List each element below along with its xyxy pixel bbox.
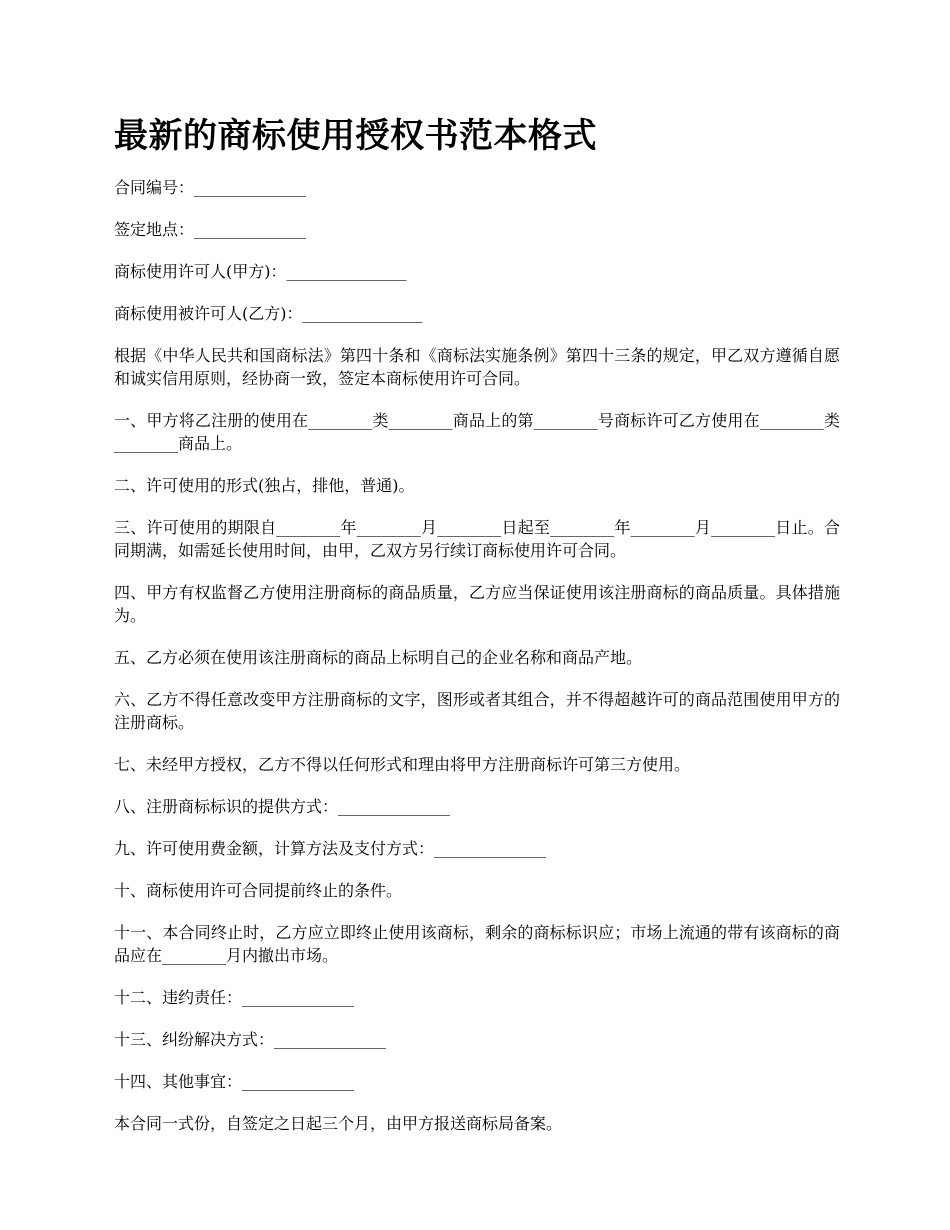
clause-2: 二、许可使用的形式(独占，排他，普通)。 [114, 476, 415, 495]
clause-10: 十、商标使用许可合同提前终止的条件。 [114, 881, 403, 900]
clause-9: 九、许可使用费金额，计算方法及支付方式：______________ [114, 839, 547, 858]
clause-5: 五、乙方必须在使用该注册商标的商品上标明自己的企业名称和商品产地。 [114, 648, 643, 667]
clause-12: 十二、违约责任：______________ [114, 988, 355, 1007]
document-title: 最新的商标使用授权书范本格式 [114, 116, 597, 156]
clause-4: 四、甲方有权监督乙方使用注册商标的商品质量，乙方应当保证使用该注册商标的商品质量。具体措施为。 [114, 583, 840, 625]
clause-8: 八、注册商标标识的提供方式：______________ [114, 797, 451, 816]
closing-paragraph: 本合同一式份，自签定之日起三个月，由甲方报送商标局备案。 [114, 1114, 563, 1133]
signing-location-line: 签定地点：______________ [114, 220, 307, 239]
contract-number-line: 合同编号：______________ [114, 178, 307, 197]
clause-3: 三、许可使用的期限自________年________月________日起至________年________月________日止。合同期满，如需延长使用时间，由甲，乙双方另行续订商标使用许可合同。 [114, 518, 840, 560]
clause-6: 六、乙方不得任意改变甲方注册商标的文字，图形或者其组合，并不得超越许可的商品范围使用甲方的注册商标。 [114, 690, 840, 732]
clause-1: 一、甲方将乙注册的使用在________类________商品上的第________号商标许可乙方使用在________类________商品上。 [114, 411, 840, 453]
licensor-line: 商标使用许可人(甲方)：_______________ [114, 262, 407, 281]
document-page [114, 110, 840, 1154]
licensee-line: 商标使用被许可人(乙方)：_______________ [114, 304, 423, 323]
clause-7: 七、未经甲方授权，乙方不得以任何形式和理由将甲方注册商标许可第三方使用。 [114, 755, 691, 774]
preamble-paragraph: 根据《中华人民共和国商标法》第四十条和《商标法实施条例》第四十三条的规定，甲乙双方遵循自愿和诚实信用原则，经协商一致，签定本商标使用许可合同。 [114, 346, 840, 388]
clause-14: 十四、其他事宜：______________ [114, 1072, 355, 1091]
clause-11: 十一、本合同终止时，乙方应立即终止使用该商标，剩余的商标标识应；市场上流通的带有该商标的商品应在________月内撤出市场。 [114, 923, 840, 965]
clause-13: 十三、纠纷解决方式：______________ [114, 1030, 387, 1049]
